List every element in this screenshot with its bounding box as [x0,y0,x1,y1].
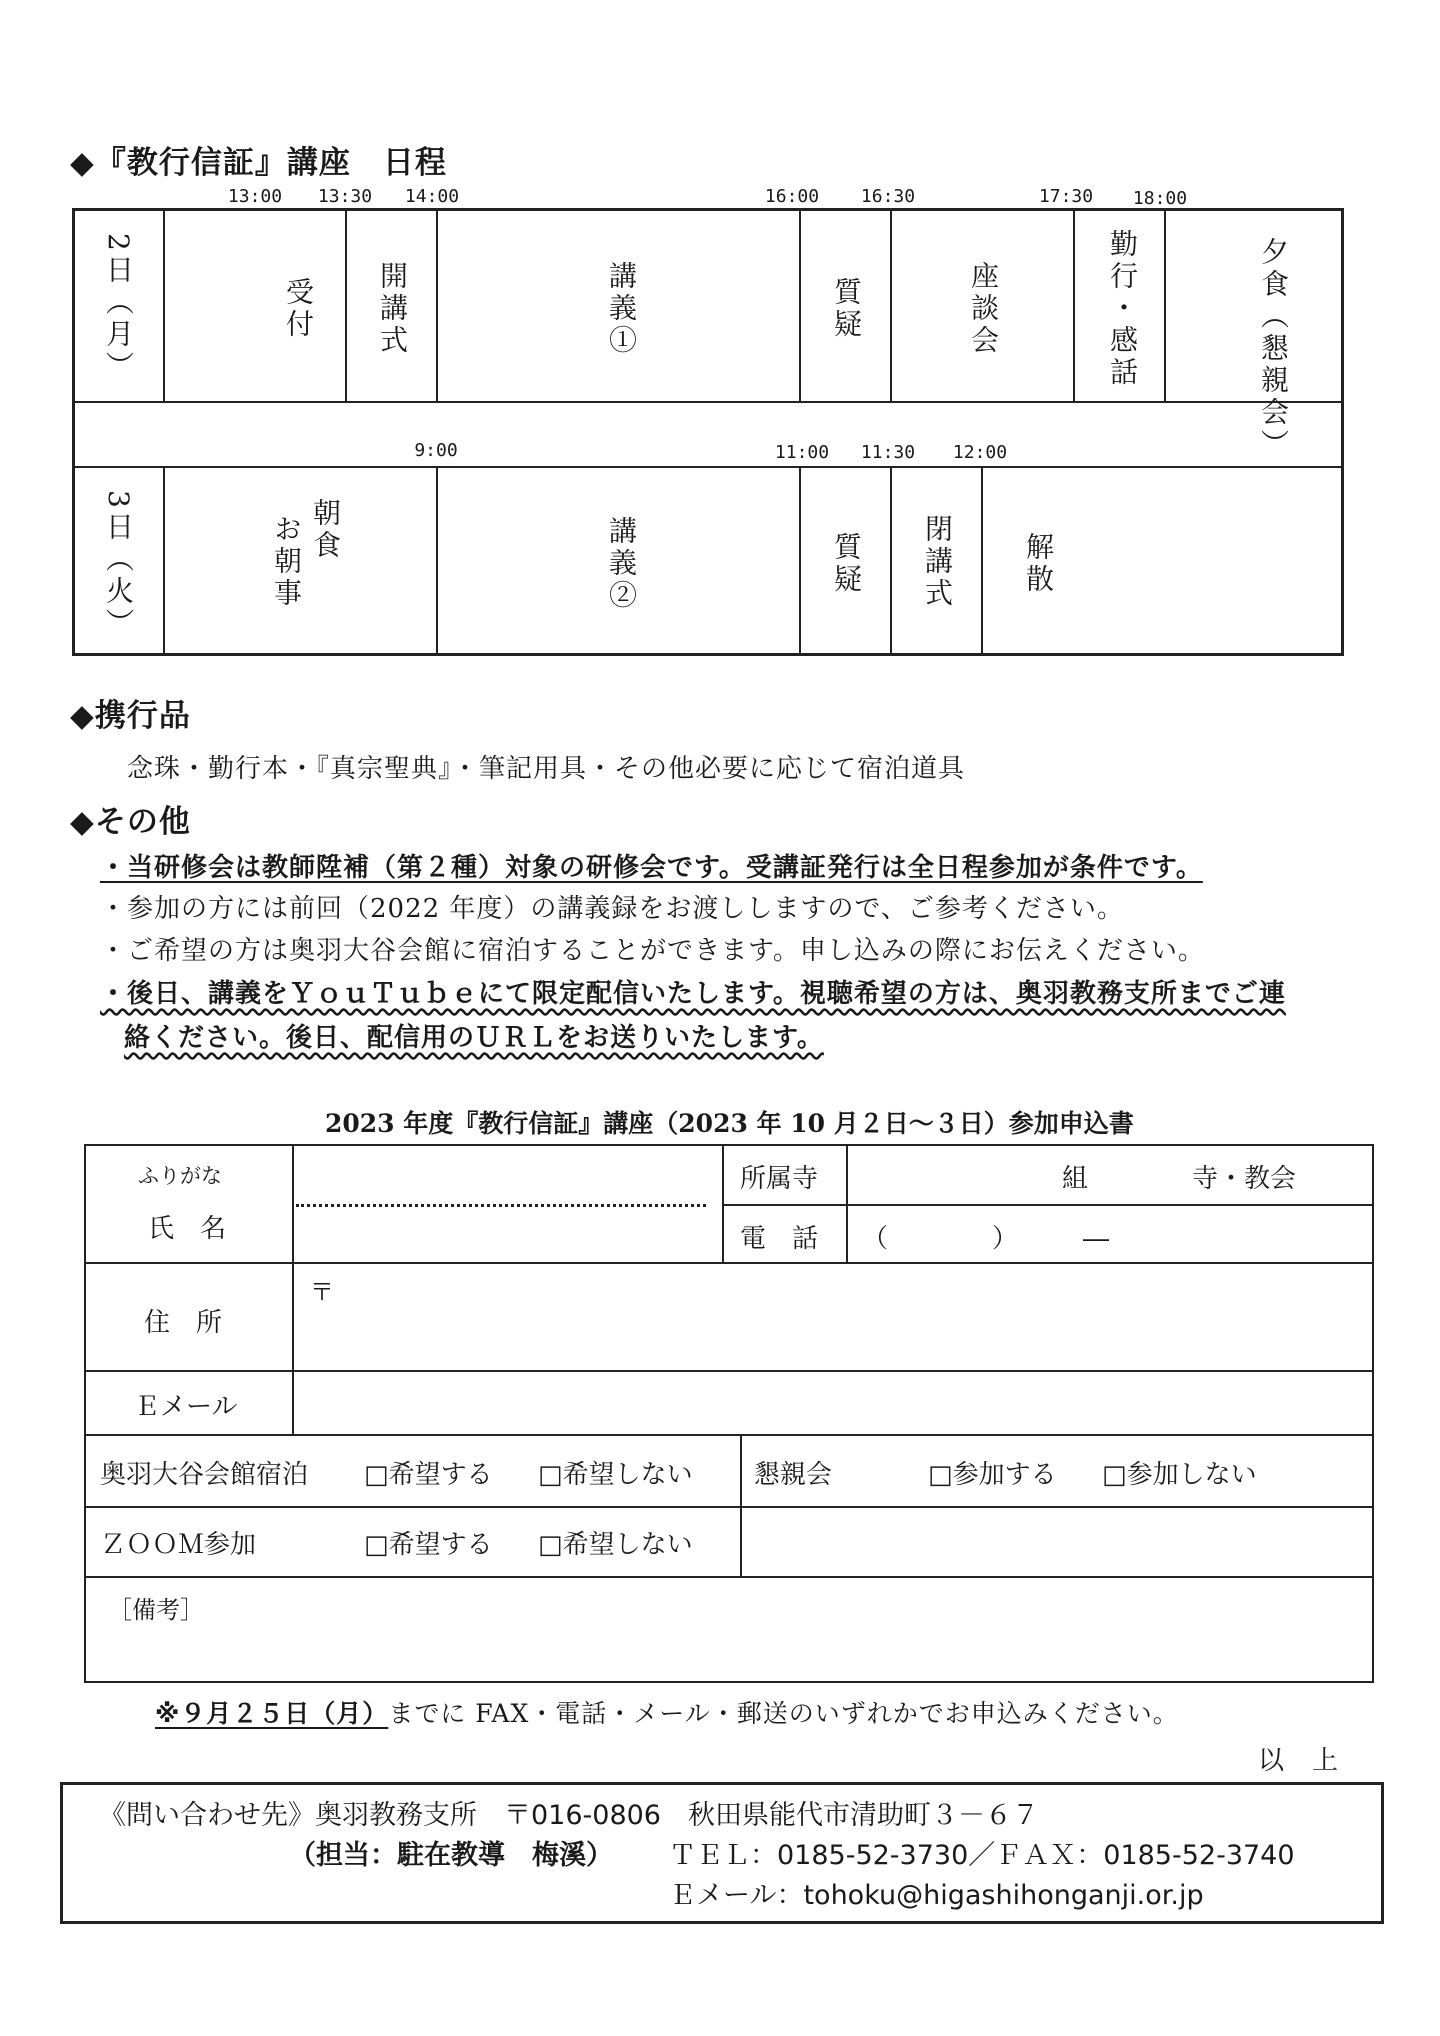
day1-service: 勤行・感話 [1106,229,1139,389]
day2-closing: 閉講式 [921,514,954,610]
address-label: 住 所 [144,1308,223,1338]
day2-qa: 質疑 [830,532,863,596]
day2-breakfast: 朝食 [309,498,342,562]
day1-dinner: 夕食（懇親会） [1257,237,1290,461]
other-line-4: ・後日、講義をＹｏｕＴｕｂｅにて限定配信いたします。視聴希望の方は、奥羽教務支所までご連 [100,979,1286,1009]
contact-box [60,1782,1384,1924]
day2-date: 3日（火） [102,490,135,640]
deadline-date: ※９月２５日（月） [155,1699,389,1728]
remarks-label: ［備考］ [108,1596,204,1624]
other-title: ◆その他 [70,804,191,840]
contact-line1: 《問い合わせ先》奥羽教務支所 〒016-0806 秋田県能代市清助町３－６７ [99,1800,1039,1831]
email-label: Ｅメール [134,1392,238,1422]
lodging-not-want-checkbox[interactable]: □希望しない [538,1460,693,1490]
temple-field[interactable]: 組 寺・教会 [1062,1164,1297,1194]
day1-opening: 開講式 [376,261,409,357]
name-field[interactable] [296,1208,716,1260]
zoom-want-checkbox[interactable]: □希望する [364,1530,493,1560]
furigana-label: ふりがな [138,1164,222,1188]
items-text: 念珠・勤行本・『真宗聖典』・筆記用具・その他必要に応じて宿泊道具 [127,754,966,784]
form-title: 2023 年度『教行信証』講座（2023 年 10 月２日～３日）参加申込書 [325,1109,1134,1138]
time-1130: 11:30 [860,442,916,463]
other-line-3: ・ご希望の方は奥羽大谷会館に宿泊することができます。申し込みの際にお伝えください。 [100,936,1205,966]
lodging-want-checkbox[interactable]: □希望する [364,1460,493,1490]
furigana-field[interactable] [296,1148,716,1202]
day2-morning-service: お朝事 [270,514,303,610]
contact-telfax: ＴＥＬ：0185-52-3730／ＦＡＸ：0185-52-3740 [669,1840,1295,1871]
zoom-label: ＺＯＯＭ参加 [100,1530,257,1560]
contact-person: （担当：駐在教導 梅溪） [289,1840,613,1871]
end-mark: 以 上 [1258,1746,1340,1776]
other-line-5: 絡ください。後日、配信用のＵＲＬをお送りいたします。 [124,1023,824,1053]
day1-qa: 質疑 [830,277,863,341]
time-1330: 13:30 [317,186,373,207]
day1-date: 2日（月） [102,233,135,383]
postal-mark: 〒 [310,1278,334,1306]
schedule-title: ◆『教行信証』講座 日程 [70,145,447,181]
items-title: ◆携行品 [70,698,191,734]
day2-row [75,468,1341,653]
time-1300: 13:00 [227,186,283,207]
day1-reception: 受付 [282,277,315,341]
lodging-label: 奥羽大谷会館宿泊 [100,1460,309,1490]
deadline-rest: までに FAX・電話・メール・郵送のいずれかでお申込みください。 [388,1699,1179,1728]
time-1100: 11:00 [774,442,830,463]
party-not-attend-checkbox[interactable]: □参加しない [1102,1460,1257,1490]
other-line-1: ・当研修会は教師陞補（第２種）対象の研修会です。受講証発行は全日程参加が条件です。 [100,853,1203,883]
remarks-field[interactable] [90,1626,1370,1680]
phone-field[interactable]: （ ） ― [862,1224,1110,1254]
time-1200: 12:00 [952,442,1008,463]
time-0900: 9:00 [414,440,458,461]
time-1730: 17:30 [1038,186,1094,207]
party-attend-checkbox[interactable]: □参加する [928,1460,1057,1490]
party-label: 懇親会 [754,1460,833,1490]
temple-label: 所属寺 [740,1164,819,1194]
time-1630: 16:30 [860,186,916,207]
address-field[interactable] [296,1264,1366,1368]
day2-dismissal: 解散 [1022,532,1055,596]
email-field[interactable] [296,1372,1366,1432]
schedule-table [72,208,1344,656]
time-1800: 18:00 [1132,188,1188,209]
application-form [84,1144,1374,1683]
zoom-not-want-checkbox[interactable]: □希望しない [538,1530,693,1560]
time-1600: 16:00 [764,186,820,207]
day1-discussion: 座談会 [967,261,1000,357]
contact-email: Ｅメール：tohoku@higashihonganji.or.jp [669,1880,1204,1911]
deadline-note [155,1694,1179,1730]
day1-lecture: 講義① [605,261,638,357]
name-label: 氏 名 [148,1214,227,1244]
other-line-2: ・参加の方には前回（2022 年度）の講義録をお渡ししますので、ご参考ください。 [100,894,1124,924]
day2-lecture: 講義② [605,516,638,612]
time-1400: 14:00 [404,186,460,207]
phone-label: 電 話 [740,1224,819,1254]
